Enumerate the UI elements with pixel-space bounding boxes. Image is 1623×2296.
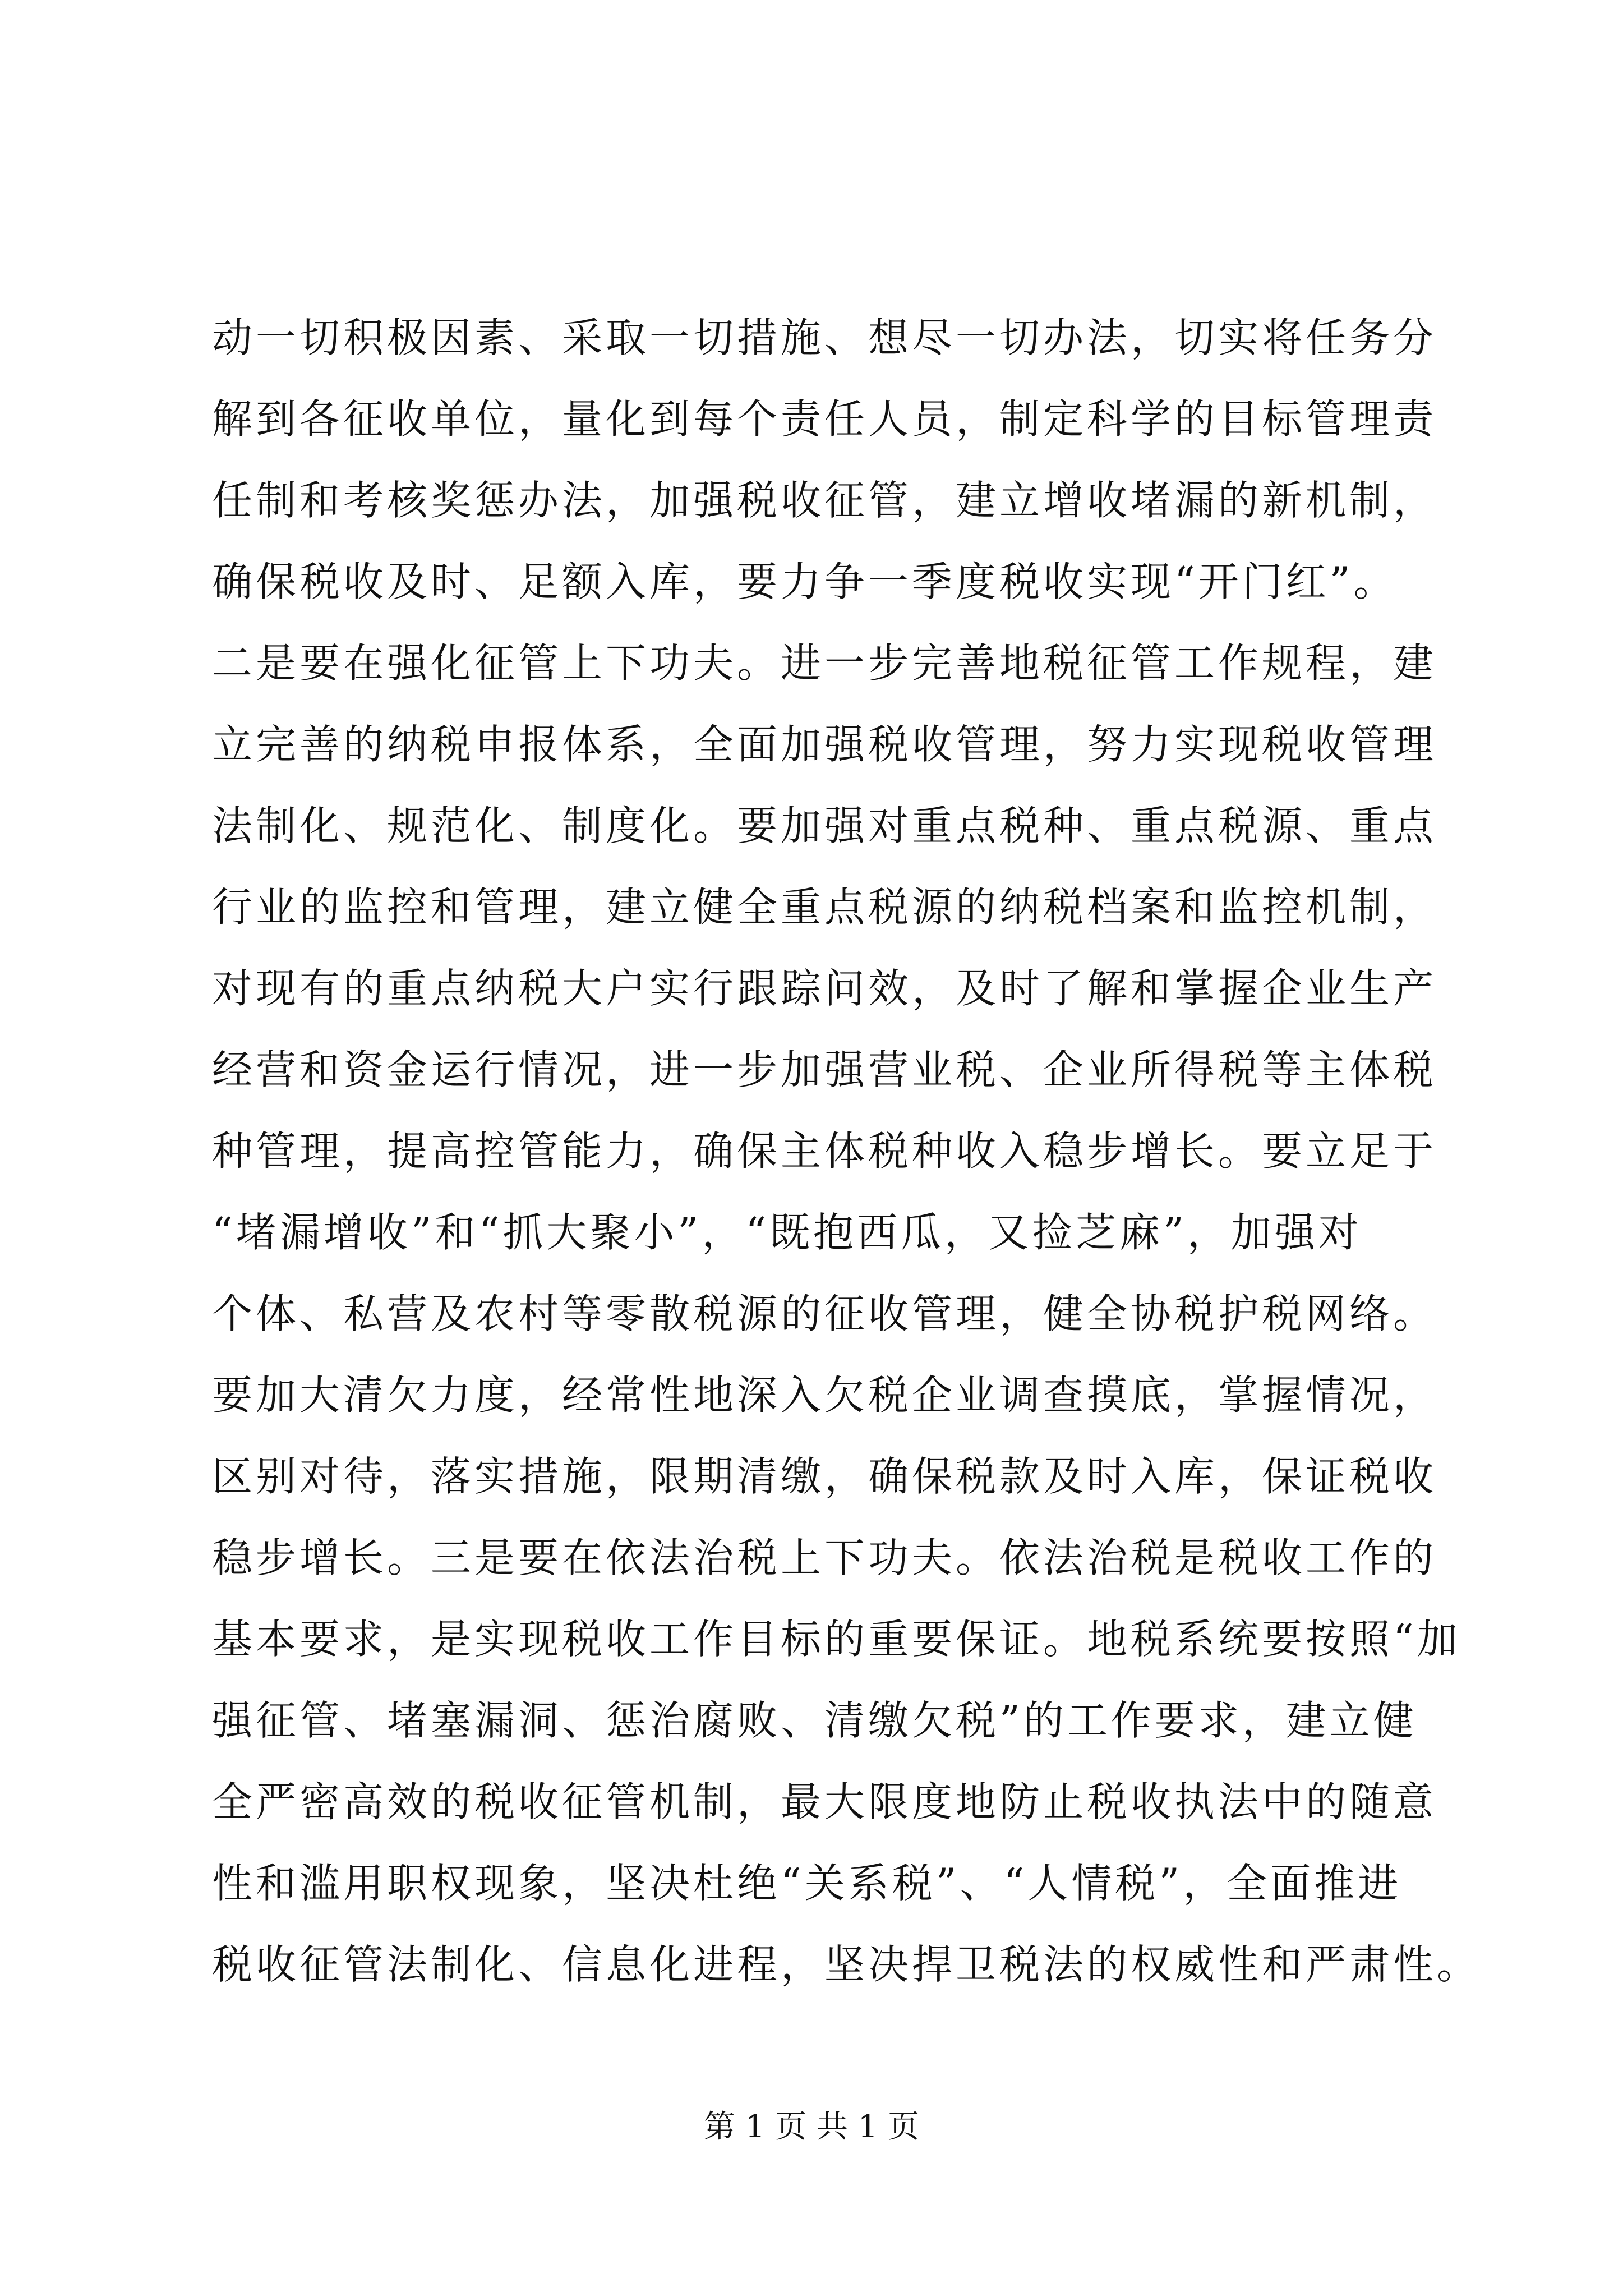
text-line: 解到各征收单位，量化到每个责任人员，制定科学的目标管理责 [212, 395, 1437, 443]
text-line: 对现有的重点纳税大户实行跟踪问效，及时了解和掌握企业生产 [212, 965, 1437, 1012]
text-line: 立完善的纳税申报体系，全面加强税收管理，努力实现税收管理 [212, 721, 1437, 768]
text-line: 确保税收及时、足额入库，要力争一季度税收实现“开门红”。 [212, 558, 1398, 605]
page-number: 第 1 页 共 1 页 [703, 2109, 920, 2145]
text-line: 种管理，提高控管能力，确保主体税种收入稳步增长。要立足于 [212, 1128, 1437, 1175]
text-line: 税收征管法制化、信息化进程，坚决捍卫税法的权威性和严肃性。 [212, 1941, 1481, 1988]
page-footer [0, 2105, 1623, 2150]
text-line: 个体、私营及农村等零散税源的征收管理，健全协税护税网络。 [212, 1290, 1437, 1337]
text-line: 区别对待，落实措施，限期清缴，确保税款及时入库，保证税收 [212, 1453, 1437, 1500]
text-line: 行业的监控和管理，建立健全重点税源的纳税档案和监控机制， [212, 884, 1437, 931]
text-line: 要加大清欠力度，经常性地深入欠税企业调查摸底，掌握情况， [212, 1372, 1437, 1419]
text-line: “堵漏增收”和“抓大聚小”，“既抱西瓜，又捡芝麻”，加强对 [212, 1209, 1362, 1256]
text-line: 动一切积极因素、采取一切措施、想尽一切办法，切实将任务分 [212, 314, 1437, 361]
text-line: 性和滥用职权现象，坚决杜绝“关系税”、“人情税”，全面推进 [212, 1860, 1402, 1907]
text-line: 稳步增长。三是要在依法治税上下功夫。依法治税是税收工作的 [212, 1534, 1437, 1581]
text-line: 基本要求，是实现税收工作目标的重要保证。地税系统要按照“加 [212, 1616, 1461, 1663]
text-line: 二是要在强化征管上下功夫。进一步完善地税征管工作规程，建 [212, 639, 1437, 687]
text-line: 全严密高效的税收征管机制，最大限度地防止税收执法中的随意 [212, 1778, 1437, 1825]
body-text [212, 297, 1481, 2005]
text-line: 法制化、规范化、制度化。要加强对重点税种、重点税源、重点 [212, 802, 1437, 849]
text-line: 强征管、堵塞漏洞、惩治腐败、清缴欠税”的工作要求，建立健 [212, 1697, 1417, 1744]
text-line: 经营和资金运行情况，进一步加强营业税、企业所得税等主体税 [212, 1046, 1437, 1093]
text-line: 任制和考核奖惩办法，加强税收征管，建立增收堵漏的新机制， [212, 477, 1437, 524]
